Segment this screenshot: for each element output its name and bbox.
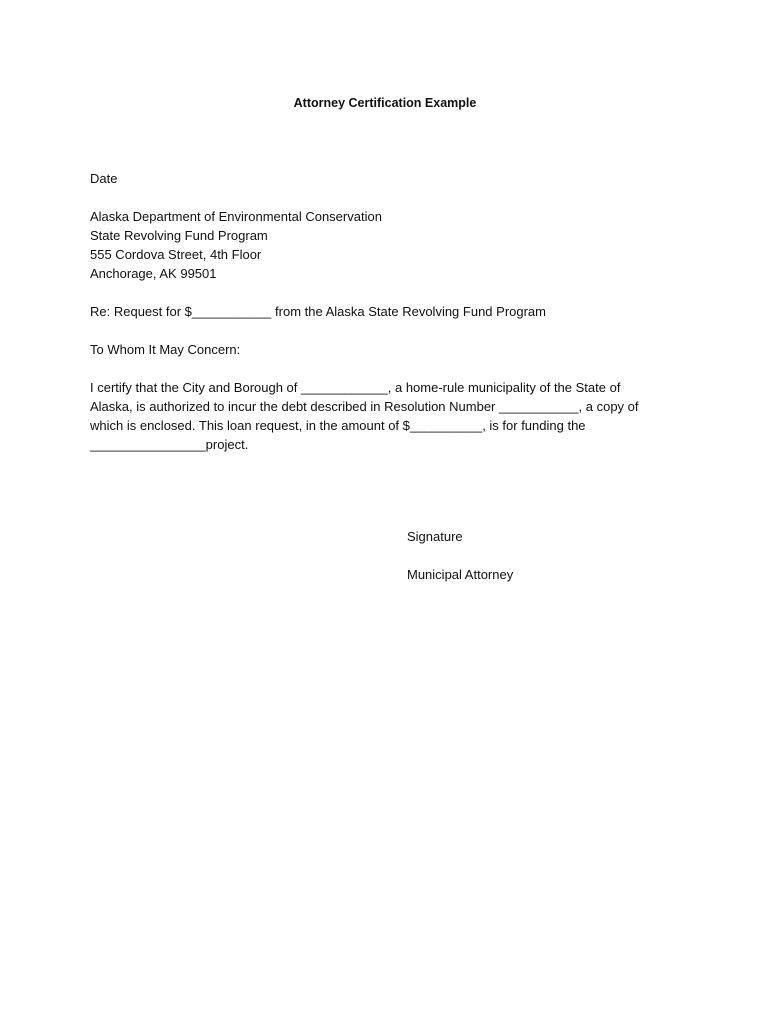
address-line-1: Alaska Department of Environmental Conservation [90, 209, 382, 224]
body-line-2: Alaska, is authorized to incur the debt described in Resolution Number ___________, a copy of [90, 399, 639, 414]
date-label: Date [90, 171, 118, 186]
document-title: Attorney Certification Example [293, 96, 477, 110]
salutation: To Whom It May Concern: [90, 342, 241, 357]
address-line-2: State Revolving Fund Program [90, 228, 268, 243]
body-line-4: ________________project. [90, 437, 249, 452]
signature-label: Signature [407, 529, 463, 544]
body-line-3: which is enclosed. This loan request, in the amount of $__________, is for funding the [90, 418, 586, 433]
body-line-1: I certify that the City and Borough of ____________, a home-rule municipality of the State of [90, 380, 621, 395]
address-line-3: 555 Cordova Street, 4th Floor [90, 247, 262, 262]
re-line: Re: Request for $___________ from the Alaska State Revolving Fund Program [90, 304, 546, 319]
signer-title: Municipal Attorney [407, 567, 514, 582]
address-line-4: Anchorage, AK 99501 [90, 266, 217, 281]
